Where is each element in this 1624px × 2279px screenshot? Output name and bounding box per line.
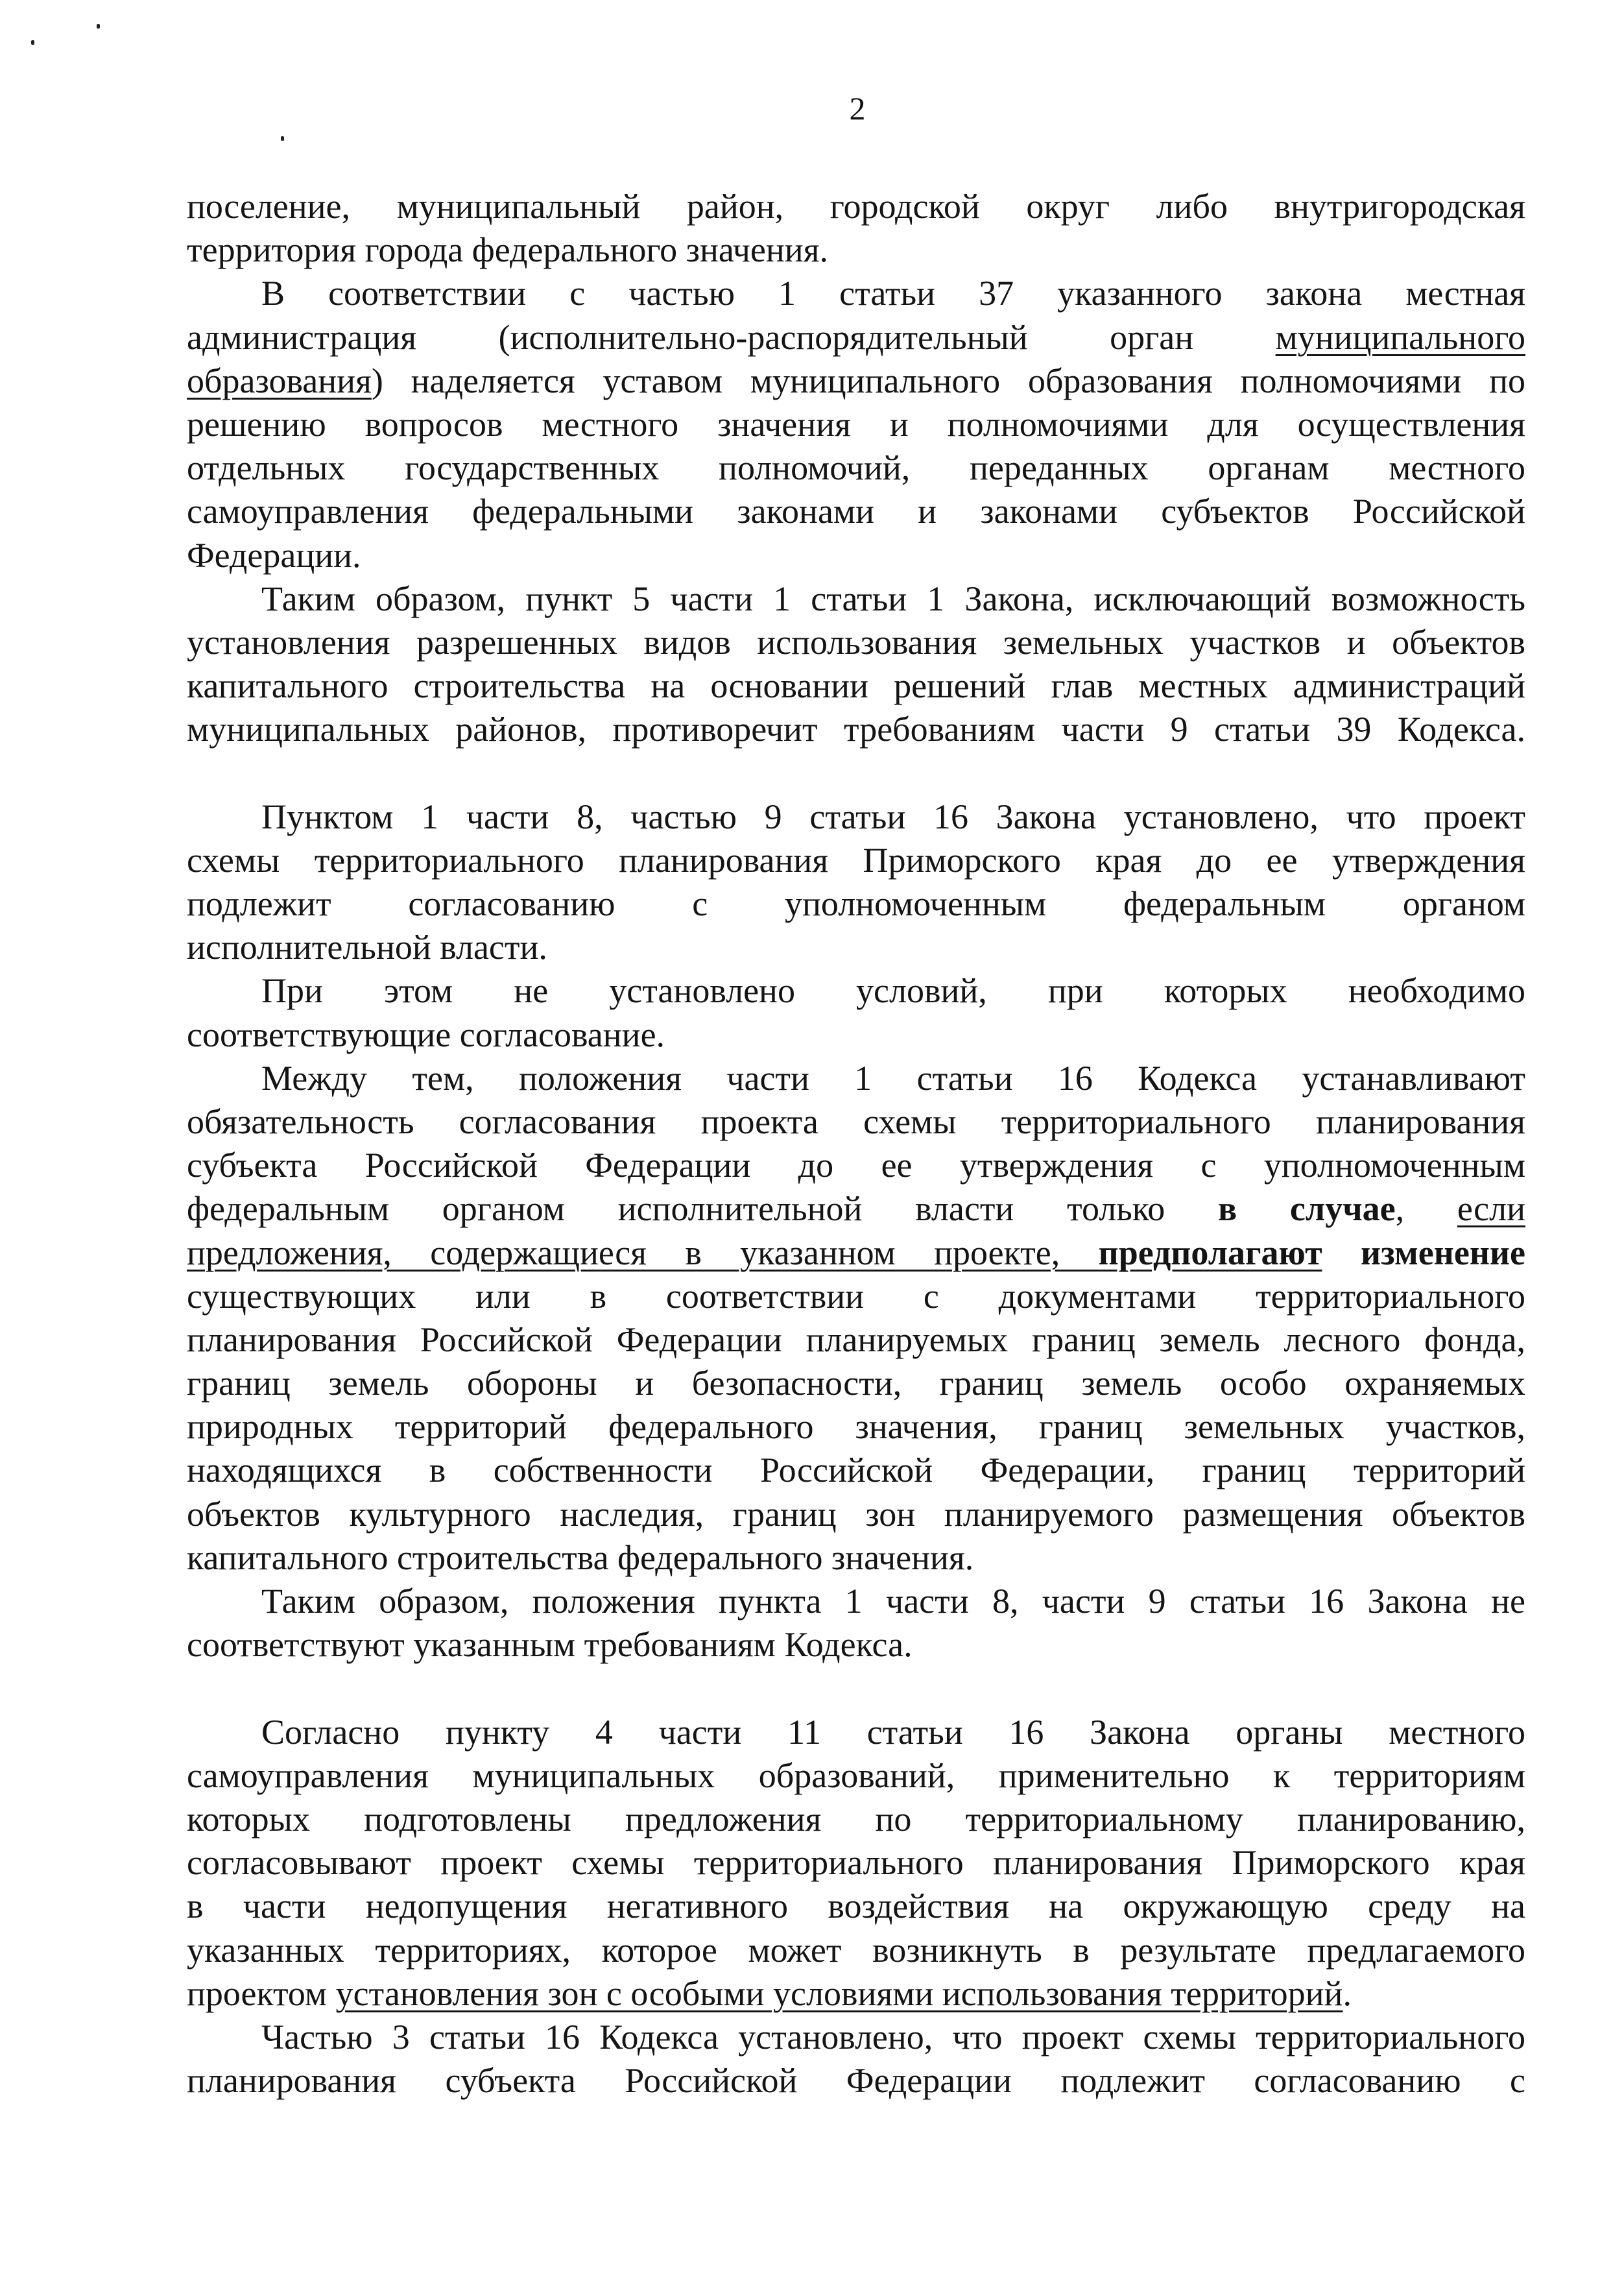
text-segment: поселение, муниципальный район, городской округ либо внутригородская xyxy=(187,187,1525,226)
bold-text: в случае xyxy=(1218,1189,1396,1229)
text-line xyxy=(187,446,1525,490)
text-segment: федеральным органом исполнительной власти только xyxy=(187,1189,1219,1229)
text-segment: , xyxy=(1395,1189,1457,1229)
text-line xyxy=(187,1362,1525,1405)
text-segment: Согласно пункту 4 части 11 статьи 16 Закона органы местного xyxy=(261,1712,1525,1752)
text-segment: При этом не установлено условий, при которых необходимо xyxy=(261,971,1525,1011)
text-line xyxy=(187,1754,1525,1798)
text-segment: подлежит согласованию с уполномоченным федеральным органом xyxy=(187,884,1525,923)
text-line xyxy=(187,1405,1525,1449)
text-segment: самоуправления муниципальных образований, применительно к территориям xyxy=(187,1755,1525,1795)
blank-line xyxy=(187,751,1525,795)
text-line xyxy=(187,1623,1525,1667)
text-line xyxy=(187,1100,1525,1144)
text-segment: планирования Российской Федерации планируемых границ земель лесного фонда, xyxy=(187,1320,1525,1359)
text-segment: установления разрешенных видов использования земельных участков и объектов xyxy=(187,622,1525,662)
text-segment: обязательность согласования проекта схемы территориального планирования xyxy=(187,1102,1525,1141)
underlined-text: предложения, содержащиеся в указанном проекте, xyxy=(187,1233,1099,1272)
text-line xyxy=(187,1493,1525,1536)
text-segment: указанных территориях, которое может возникнуть в результате предлагаемого xyxy=(187,1930,1525,1970)
text-line xyxy=(187,708,1525,751)
text-line xyxy=(187,1275,1525,1318)
text-line xyxy=(187,403,1525,446)
text-line xyxy=(187,1972,1525,2016)
text-segment: Пунктом 1 части 8, частью 9 статьи 16 Закона установлено, что проект xyxy=(261,797,1525,836)
text-segment: границ земель обороны и безопасности, границ земель особо охраняемых xyxy=(187,1364,1525,1403)
text-line xyxy=(187,228,1525,272)
underlined-text: образования xyxy=(187,361,372,400)
text-line xyxy=(187,1929,1525,1972)
text-segment: самоуправления федеральными законами и законами субъектов Российской xyxy=(187,492,1525,531)
scan-artifact xyxy=(281,136,284,141)
paragraph-first-line xyxy=(187,577,1525,621)
text-segment: ) наделяется уставом муниципального образования полномочиями по xyxy=(371,361,1525,400)
text-line xyxy=(187,1144,1525,1187)
text-segment: соответствующие согласование. xyxy=(187,1015,665,1054)
text-line xyxy=(187,1885,1525,1928)
text-segment: Таким образом, положения пункта 1 части 8, части 9 статьи 16 Закона не xyxy=(261,1582,1525,1621)
text-line xyxy=(187,1231,1525,1275)
text-line xyxy=(187,1536,1525,1580)
text-segment: соответствуют указанным требованиям Кодекса. xyxy=(187,1625,913,1665)
paragraph-first-line xyxy=(187,2016,1525,2059)
paragraph-first-line xyxy=(187,795,1525,839)
text-segment: Таким образом, пункт 5 части 1 статьи 1 Закона, исключающий возможность xyxy=(261,579,1525,618)
text-segment: администрация (исполнительно-распорядительный орган xyxy=(187,317,1276,357)
scan-artifact xyxy=(97,24,100,29)
text-segment: которых подготовлены предложения по территориальному планированию, xyxy=(187,1799,1525,1839)
text-segment: . xyxy=(1343,1973,1352,2013)
text-line xyxy=(187,926,1525,969)
text-segment: субъекта Российской Федерации до ее утверждения с уполномоченным xyxy=(187,1146,1525,1185)
underlined-text: установления зон с особыми условиями использования территорий xyxy=(335,1973,1343,2013)
text-segment: Частью 3 статьи 16 Кодекса установлено, что проект схемы территориального xyxy=(261,2017,1525,2056)
text-segment: Между тем, положения части 1 статьи 16 Кодекса устанавливают xyxy=(261,1058,1525,1098)
text-line xyxy=(187,664,1525,708)
text-segment: капитального строительства на основании решений глав местных администраций xyxy=(187,666,1525,706)
text-segment: исполнительной власти. xyxy=(187,928,547,967)
document-body xyxy=(187,185,1525,2103)
text-segment: природных территорий федерального значения, границ земельных участков, xyxy=(187,1407,1525,1447)
text-segment xyxy=(1322,1233,1361,1272)
text-line xyxy=(187,1798,1525,1841)
text-line xyxy=(187,1013,1525,1057)
underlined-text: муниципального xyxy=(1275,317,1525,357)
text-segment: Федерации. xyxy=(187,535,361,575)
text-segment: схемы территориального планирования Приморского края до ее утверждения xyxy=(187,840,1525,880)
paragraph-first-line xyxy=(187,1580,1525,1623)
blank-line xyxy=(187,1667,1525,1710)
text-line xyxy=(187,185,1525,228)
text-segment: отдельных государственных полномочий, переданных органам местного xyxy=(187,448,1525,488)
text-segment: решению вопросов местного значения и полномочиями для осуществления xyxy=(187,404,1525,444)
text-line xyxy=(187,1449,1525,1492)
paragraph-first-line xyxy=(187,272,1525,315)
paragraph-first-line xyxy=(187,1057,1525,1100)
text-segment: согласовывают проект схемы территориального планирования Приморского края xyxy=(187,1843,1525,1883)
text-line xyxy=(187,1318,1525,1362)
text-line xyxy=(187,839,1525,882)
text-segment: существующих или в соответствии с документами территориального xyxy=(187,1276,1525,1316)
text-line xyxy=(187,1187,1525,1231)
text-segment: находящихся в собственности Российской Федерации, границ территорий xyxy=(187,1451,1525,1490)
text-segment: капитального строительства федерального значения. xyxy=(187,1537,974,1577)
text-segment: в части недопущения негативного воздействия на окружающую среду на xyxy=(187,1887,1525,1926)
text-segment: объектов культурного наследия, границ зон планируемого размещения объектов xyxy=(187,1494,1525,1534)
paragraph-first-line xyxy=(187,1711,1525,1754)
text-line xyxy=(187,1841,1525,1885)
scan-artifact xyxy=(31,40,34,45)
text-segment: проектом xyxy=(187,1973,336,2013)
text-line xyxy=(187,882,1525,926)
text-line xyxy=(187,316,1525,359)
bold-text: изменение xyxy=(1360,1233,1526,1272)
bold-underlined-text: предполагают xyxy=(1098,1233,1322,1272)
text-line xyxy=(187,2059,1525,2103)
underlined-text: если xyxy=(1457,1189,1525,1229)
text-segment: планирования субъекта Российской Федерации подлежит согласованию с xyxy=(187,2061,1525,2101)
text-segment: В соответствии с частью 1 статьи 37 указанного закона местная xyxy=(261,274,1525,313)
page-number: 2 xyxy=(849,90,866,127)
text-line xyxy=(187,359,1525,403)
paragraph-first-line xyxy=(187,969,1525,1013)
text-segment: муниципальных районов, противоречит требованиям части 9 статьи 39 Кодекса. xyxy=(187,710,1525,749)
text-line xyxy=(187,534,1525,577)
text-segment: территория города федерального значения. xyxy=(187,230,828,270)
text-line xyxy=(187,490,1525,533)
text-line xyxy=(187,621,1525,664)
